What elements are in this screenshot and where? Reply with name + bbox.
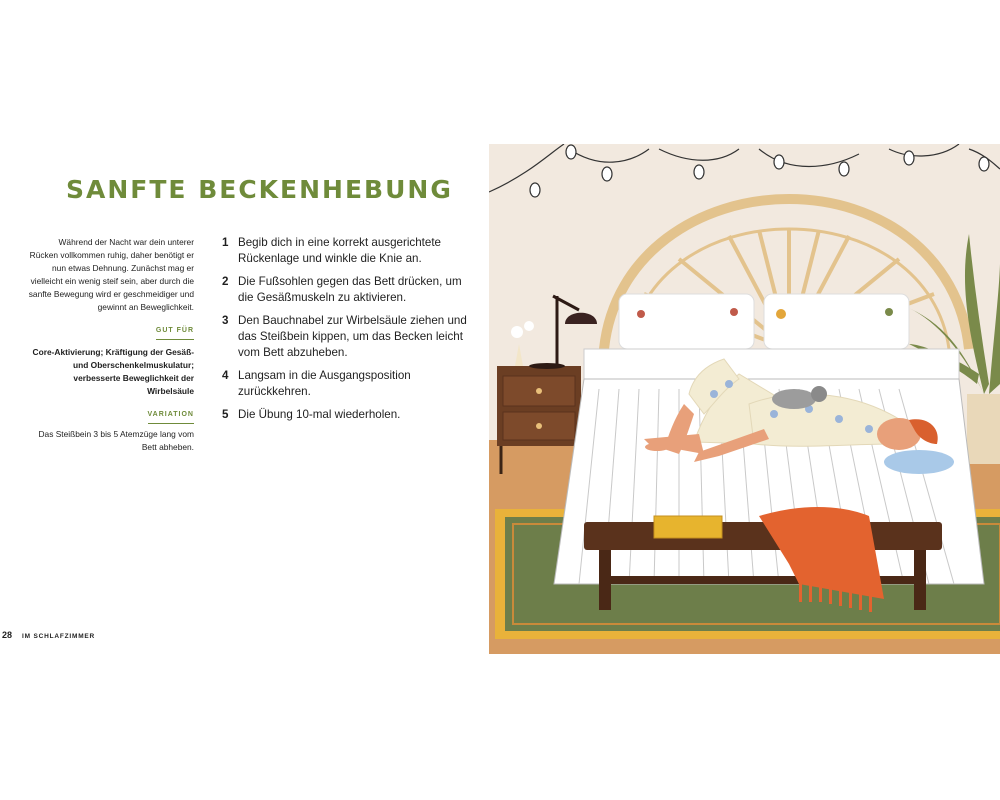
- step-text: Die Übung 10-mal wiederholen.: [238, 408, 401, 421]
- step-number: 1: [222, 236, 229, 249]
- step-item: [222, 407, 472, 423]
- step-item: [222, 274, 472, 306]
- step-number: 2: [222, 275, 229, 288]
- step-text: Die Fußsohlen gegen das Bett drücken, um die Gesäßmuskeln zu aktivieren.: [238, 275, 462, 304]
- step-item: [222, 368, 472, 400]
- bedroom-illustration: [489, 144, 1000, 654]
- step-number: 4: [222, 369, 229, 382]
- page-footer: [0, 630, 95, 640]
- step-number: 3: [222, 314, 229, 327]
- page-title: SANFTE BECKENHEBUNG: [66, 175, 453, 204]
- good-for-text: Core-Aktivierung; Kräftigung der Gesäß- und Oberschenkelmuskulatur; verbesserte Beweglichkeit der Wirbelsäule: [32, 347, 194, 396]
- variation-text: Das Steißbein 3 bis 5 Atemzüge lang vom Bett abheben.: [38, 429, 194, 452]
- step-item: [222, 313, 472, 361]
- step-text: Langsam in die Ausgangsposition zurückkehren.: [238, 369, 411, 398]
- step-number: 5: [222, 408, 229, 421]
- page-number: 28: [2, 630, 13, 640]
- step-text: Begib dich in eine korrekt ausgerichtete Rückenlage und winkle die Knie an.: [238, 236, 442, 265]
- section-name: IM SCHLAFZIMMER: [22, 633, 96, 640]
- pillows: [619, 294, 909, 349]
- intro-text: Während der Nacht war dein unterer Rücken vollkommen ruhig, daher benötigt er nun etwas Dehnung. Zunächst mag er vielleicht ein wenig steif sein, aber durch die sanfte Bewegung wird er geschmeidiger und gewinnt an Beweglichkeit.: [28, 237, 194, 312]
- steps-list: [222, 235, 472, 430]
- step-item: [222, 235, 472, 267]
- variation-label: VARIATION: [148, 408, 194, 424]
- good-for-label: GUT FÜR: [156, 324, 194, 340]
- sidebar-column: [28, 236, 194, 454]
- step-text: Den Bauchnabel zur Wirbelsäule ziehen und das Steißbein kippen, um das Becken leicht vom Bett abzuheben.: [238, 314, 467, 359]
- book: [654, 516, 722, 538]
